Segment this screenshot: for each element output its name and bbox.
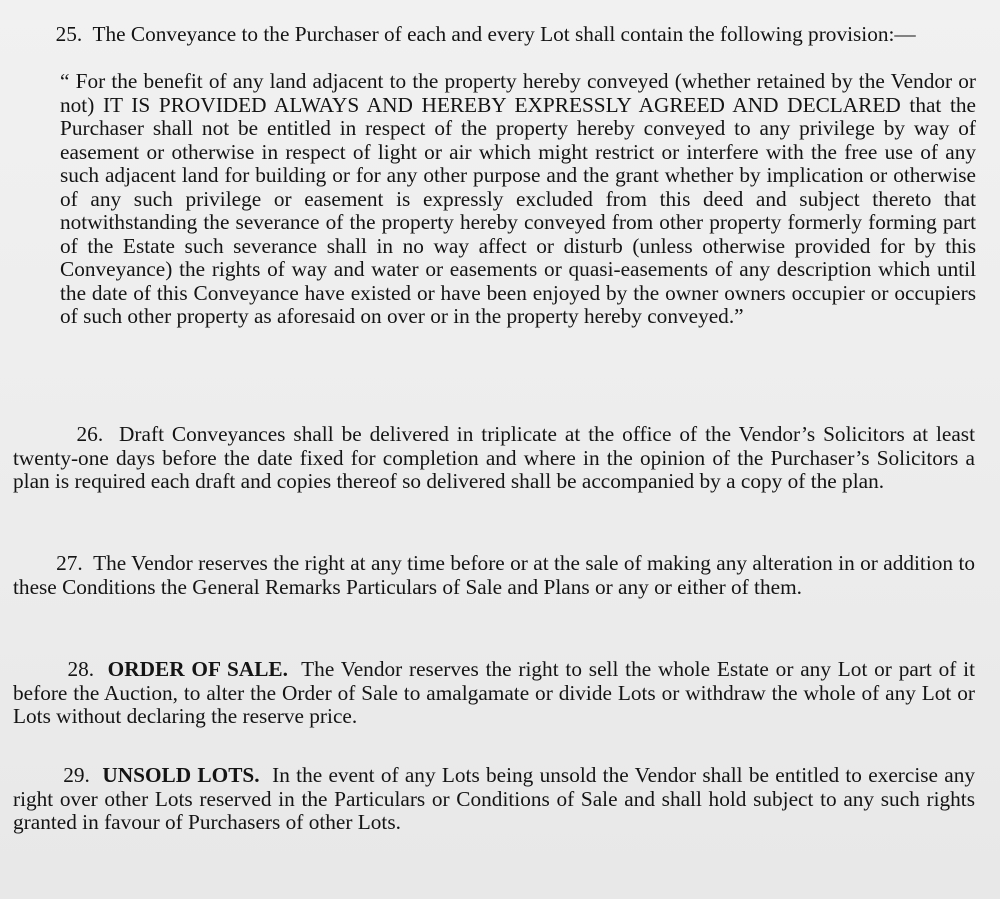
condition-25	[13, 23, 975, 47]
condition-number: 25.	[55, 22, 83, 46]
condition-text: In the event of any Lots being unsold the Vendor shall be entitled to exercise any right over other Lots reserved in the Particulars or Conditions of Sale and shall hold subject to any such rights granted in favour of Purchasers of other Lots.	[13, 763, 976, 834]
condition-text: The Vendor reserves the right to sell the whole Estate or any Lot or part of it before the Auction, to alter the Order of Sale to amalgamate or divide Lots or withdraw the whole of any Lot or Lots without declaring the reserve price.	[13, 657, 975, 728]
condition-number: 29.	[63, 763, 90, 787]
condition-28	[13, 658, 975, 729]
condition-number: 27.	[56, 551, 83, 575]
condition-heading: UNSOLD LOTS.	[102, 763, 260, 787]
condition-29	[13, 764, 975, 835]
conveyance-provision-quote: “ For the benefit of any land adjacent to the property hereby conveyed (whether retained by the Vendor or not) IT IS PROVIDED ALWAYS AND HEREBY EXPRESSLY AGREED AND DECLARED that the Purchaser shall not be entitled in respect of the property hereby conveyed to any privilege by way of easement or otherwise in respect of light or air which might restrict or interfere with the free use of any such adjacent land for building or for any other purpose and the grant whether by implication or otherwise of any such privilege or easement is expressly excluded from this deed and subject thereto that notwithstanding the severance of the property hereby conveyed from other property formerly forming part of the Estate such severance shall in no way affect or disturb (unless otherwise provided for by this Conveyance) the rights of way and water or easements or quasi-easements of any description which until the date of this Conveyance have existed or have been enjoyed by the owner owners occupier or occupiers of such other property as aforesaid on over or in the property hereby conveyed.”	[60, 69, 976, 328]
condition-26	[13, 423, 975, 494]
condition-text: The Vendor reserves the right at any time before or at the sale of making any alteration in or addition to these Conditions the General Remarks Particulars of Sale and Plans or any or either of them.	[13, 551, 976, 599]
condition-number: 28.	[67, 657, 95, 681]
condition-27	[13, 552, 975, 599]
condition-heading: ORDER OF SALE.	[107, 657, 288, 681]
condition-text: Draft Conveyances shall be delivered in triplicate at the office of the Vendor’s Solicitors at least twenty-one days before the date fixed for completion and where in the opinion of the Purchaser’s Solicitors a plan is required each draft and copies thereof so delivered shall be accompanied by a copy of the plan.	[13, 422, 976, 493]
condition-number: 26.	[76, 422, 104, 446]
condition-text: The Conveyance to the Purchaser of each and every Lot shall contain the following provision:—	[92, 22, 916, 46]
